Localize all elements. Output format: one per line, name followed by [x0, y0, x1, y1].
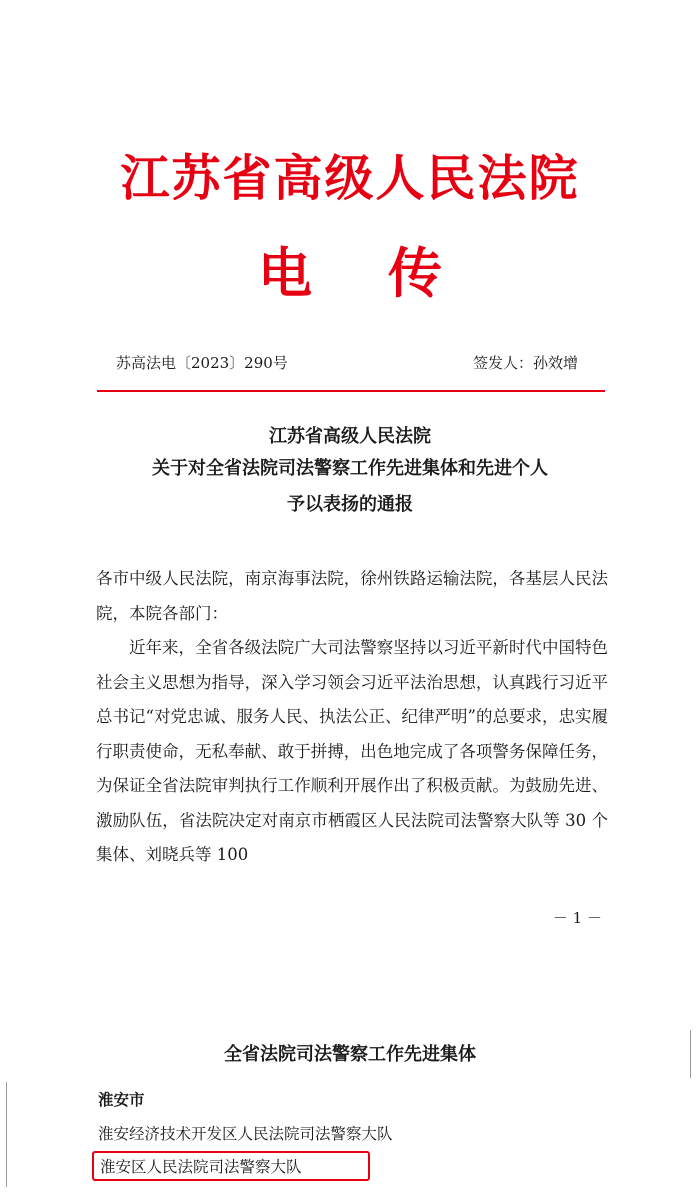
- salutation: 各市中级人民法院，南京海事法院，徐州铁路运输法院，各基层人民法院，本院各部门：: [96, 569, 608, 623]
- page-number: － 1 －: [552, 909, 602, 927]
- red-divider-line: [97, 390, 605, 392]
- masthead-org: 江苏省高级人民法院: [120, 149, 580, 207]
- signer: 签发人：孙效增: [472, 354, 578, 372]
- scan-edge-line: [6, 1082, 7, 1187]
- document-title-line-2: 关于对全省法院司法警察工作先进集体和先进个人: [152, 458, 548, 479]
- highlighted-list-item: 淮安区人民法院司法警察大队: [92, 1151, 370, 1181]
- document-title-line-3: 予以表扬的通报: [287, 494, 413, 515]
- masthead-type-char-1: 电: [258, 241, 312, 305]
- document-number: 苏高法电〔2023〕290号: [116, 354, 288, 372]
- city-heading: 淮安市: [98, 1091, 145, 1109]
- list-title: 全省法院司法警察工作先进集体: [224, 1044, 476, 1065]
- masthead-type-char-2: 传: [388, 241, 442, 305]
- masthead-type: [0, 238, 700, 308]
- document-body: [96, 562, 608, 873]
- scan-edge-line: [690, 1030, 691, 1078]
- body-paragraph: 近年来，全省各级法院广大司法警察坚持以习近平新时代中国特色社会主义思想为指导，深入学习领会习近平法治思想，认真践行习近平总书记“对党忠诚、服务人民、执法公正、纪律严明”的总要求，忠实履行职责使命，无私奉献、敢于拼搏，出色地完成了各项警务保障任务，为保证全省法院审判执行工作顺利开展作出了积极贡献。为鼓励先进、激励队伍，省法院决定对南京市栖霞区人民法院司法警察大队等 30 个集体、刘晓兵等 100: [96, 638, 608, 864]
- document-page-2: [0, 1000, 700, 1192]
- document-title-line-1: 江苏省高级人民法院: [269, 426, 431, 447]
- list-item: 淮安经济技术开发区人民法院司法警察大队: [98, 1125, 393, 1143]
